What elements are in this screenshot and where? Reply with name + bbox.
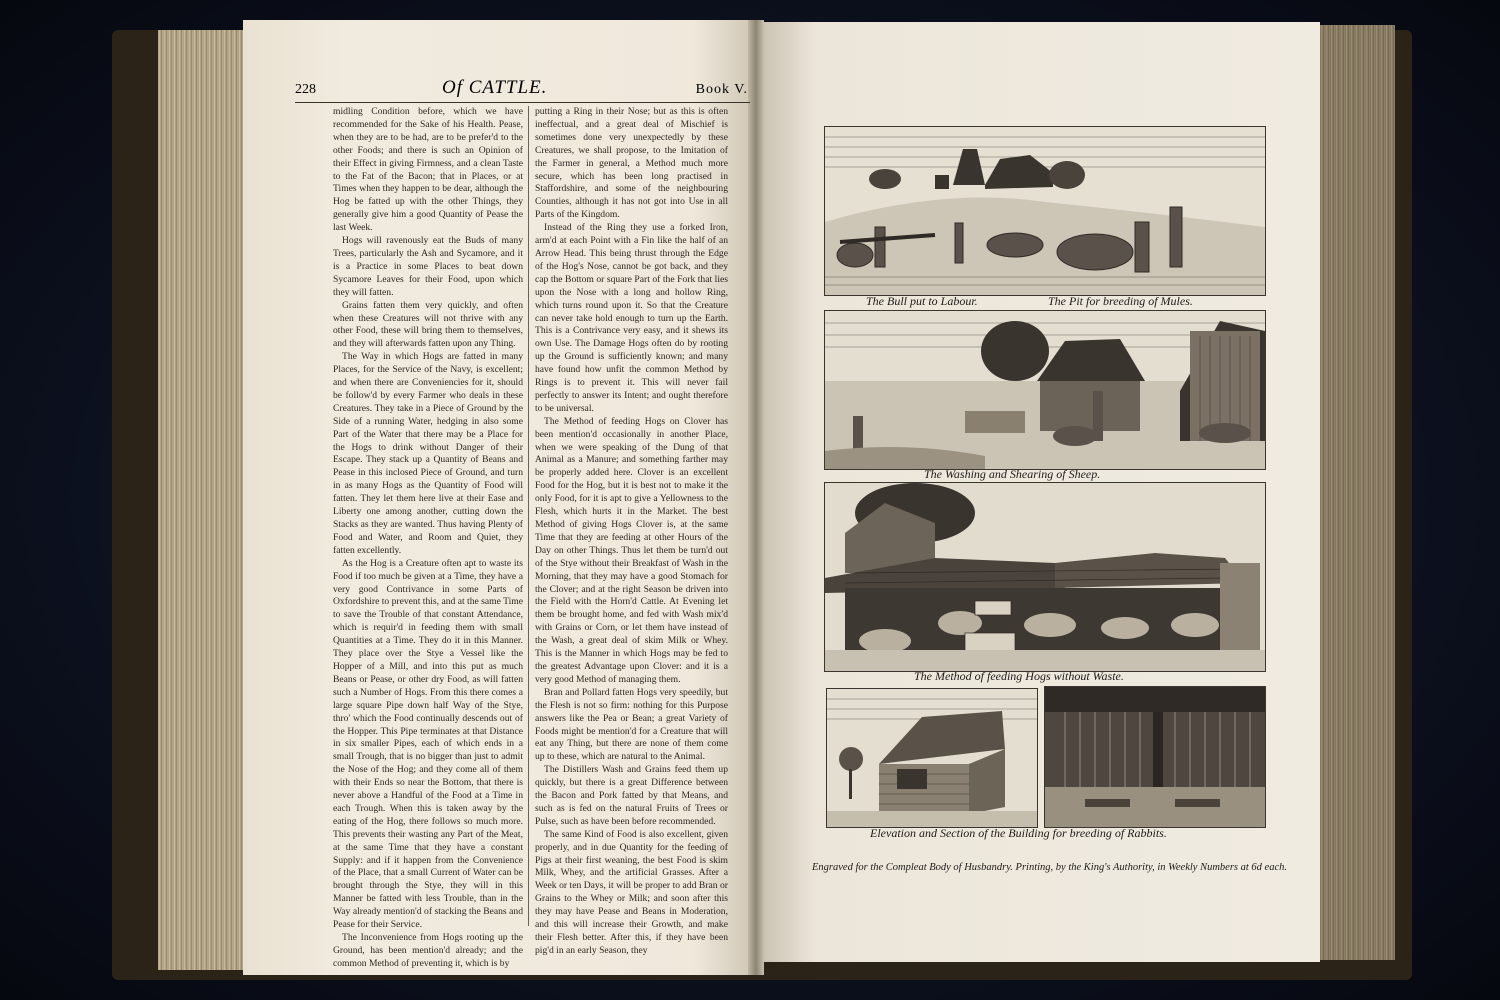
- page-header: [295, 77, 750, 103]
- engraving-credit: Engraved for the Compleat Body of Husbandry. Printing, by the King's Authority, in Weekly Numbers at 6d each.: [812, 862, 1287, 873]
- paragraph: The Way in which Hogs are fatted in many Places, for the Service of the Navy, is excellent; and when there are Conveniencies for it, should be follow'd by every Farmer who deals in these Creatures. They take in a Piece of Ground by the Side of a running Water, hedging in also some Part of the Water that there may be a Place for the Hogs to drink without Danger of their Escape. They stack up a Quantity of Beans and Pease in this inclosed Piece of Ground, and turn in as many Hogs as the Quantity of Food will fatten. They let them here live at their Ease and Liberty one among another, cutting down the Stacks as they are wanted. Thus having Plenty of Food and Water, and Room and Quiet, they fatten excellently.: [333, 351, 523, 556]
- page-number: 228: [295, 82, 316, 97]
- column-rule: [528, 106, 529, 926]
- caption-sheep: The Washing and Shearing of Sheep.: [924, 467, 1101, 481]
- paragraph: As the Hog is a Creature often apt to waste its Food if too much be given at a Time, they have a very good Contrivance in some Parts of Oxfordshire to prevent this, and at the same Time to save the Trouble of that constant Attendance, which is requir'd in feeding them with small Quantities at a Time. They do it in this Manner. They place over the Stye a Vessel like the Hopper of a Mill, and into this put as much Beans or Pease, or other dry Food, as will fatten such a Number of Hogs. From this there comes a large square Pipe down half Way of the Stye, thro' which the Food continually descends out of the Hopper. This Pipe terminates at that Distance in six smaller Pipes, each of which ends in a small Trough, that is no bigger than just to admit the Nose of the Hog; and they come all of them with their Ends so near the Bottom, that there is never above a Handful of the Food at a Time in each Trough. When this is taken away by the eating of the Hog, there follows so much more. This prevents their wasting any Part of the Meat, at the same Time that they have a constant Supply: and if it happen from the Convenience of the Place, that a small Current of Water can be brought through the Stye, they will in this Manner be fatted with less Trouble, than in the Way already mention'd of stacking the Beans and Pease for their Service.: [333, 557, 523, 931]
- engraving-rabbit-building-elevation: [826, 688, 1038, 828]
- paragraph: The Inconvenience from Hogs rooting up the Ground, has been mention'd already; and the common Method of preventing it, which is by: [333, 932, 523, 969]
- caption-mules: The Pit for breeding of Mules.: [1048, 294, 1193, 308]
- running-head: Of CATTLE.: [442, 77, 548, 98]
- text-column-right: [535, 106, 728, 958]
- paragraph: The Method of feeding Hogs on Clover has been mention'd occasionally in another Place, when we were speaking of the Dung of that Animal as a Manure; and something farther may be properly added here. Clover is an excellent Food for the Hog, but it is best not to make it the only Food, for it is apt to give a Yellowness to the Flesh, which hurts it in the Market. The best Method of giving Hogs Clover is, at the same Time that they are feeding at other Hours of the Day on other Things. Thus let them be turn'd out of the Stye without their Breakfast of Wash in the Morning, that they may have a good Stomach for the Clover; and at the right Season be driven into the Field with the Horn'd Cattle. At Evening let them be brought home, and fed with Wash mix'd with Grains or Corn, or let them have instead of the Wash, a great deal of skim Milk or Whey. This is the Manner in which Hogs may be fed to the greatest Advantage upon Clover: and it is a very good Method of managing them.: [535, 415, 728, 685]
- paragraph: Hogs will ravenously eat the Buds of many Trees, particularly the Ash and Sycamore, and it is a Practice in some Places to beat down Sycamore Leaves for their Food, upon which they will fatten.: [333, 235, 523, 298]
- paragraph: The Distillers Wash and Grains feed them up quickly, but there is a great Difference between the Bacon and Pork fatted by that Means, and such as is fed on the natural Fruits of Trees or Pulse, such as have been before recommended.: [535, 764, 728, 827]
- caption-hogs: The Method of feeding Hogs without Waste.: [914, 669, 1124, 683]
- paragraph: Bran and Pollard fatten Hogs very speedily, but the Flesh is not so firm: nothing for this Purpose answers like the Pea or Bean; a great Variety of Foods might be mention'd for a Creature that will eat any Thing, but there are none of them come up to these, which are natural to the Animal.: [535, 686, 728, 763]
- paragraph: Grains fatten them very quickly, and often when these Creatures will not thrive with any other Food, these will bring them to themselves, and they will afterwards fatten upon any Thing.: [333, 299, 523, 350]
- engraving-sheep-washing: [824, 310, 1266, 470]
- paragraph: Instead of the Ring they use a forked Iron, arm'd at each Point with a Fin like the half of an Arrow Head. This being thrust through the Edge of the Hog's Nose, cannot be got back, and they cap the Bottom or square Part of the Fork that lies upon the Nose with a long and hollow Ring, which turns round upon it. So that the Creature can never take hold enough to turn up the Earth. This is a Contrivance very easy, and it shews its own Use. The Damage Hogs often do by rooting up the Ground is sufficiently known; and many have found how unfit the common Method by Rings is to prevent it. This will never fail perfectly to answer its Intent; and ought therefore to be universal.: [535, 222, 728, 414]
- paragraph: midling Condition before, which we have recommended for the Sake of his Health. Pease, when they are to be had, are to be prefer'd to the other Foods; and there is such an Opinion of their Effect in giving Firmness, and a clean Taste to the Fat of the Bacon; that in Places, or at Times when they happen to be dear, although the Hog be fatted up with the other Things, they generally give him a good Quantity of Pease the last Week.: [333, 106, 523, 234]
- caption-bull: The Bull put to Labour.: [866, 294, 978, 308]
- paragraph: putting a Ring in their Nose; but as this is often ineffectual, and a great deal of Mischief is sometimes done very unexpectedly by these Creatures, we shall propose, to the Imitation of the Farmer in general, a Method much more secure, which has been long practised in Staffordshire, and some of the neighbouring Counties, although it has not got into Use in all Parts of the Kingdom.: [535, 106, 728, 221]
- paragraph: The same Kind of Food is also excellent, given properly, and in due Quantity for the feeding of Pigs at their first weaning, the best Food is skim Milk, Whey, and the artificial Grasses. After a Week or ten Days, it will be proper to add Bran or Grains to the Whey or Milk; and soon after this they may have Pease and Beans in Moderation, and this will increase their Growth, and make their Flesh better. After this, if they have been pig'd in an early Season, they: [535, 828, 728, 956]
- page-edges-left: [158, 30, 248, 970]
- engraving-bull-and-mules: [824, 126, 1266, 296]
- caption-rabbits: Elevation and Section of the Building for breeding of Rabbits.: [870, 826, 1167, 840]
- text-column-left: [333, 106, 523, 971]
- engraving-rabbit-building-section: [1044, 686, 1266, 828]
- book-label: Book V.: [695, 82, 748, 97]
- book-gutter: [748, 20, 764, 975]
- page-edges-right: [1315, 25, 1395, 960]
- engraving-hog-feeding: [824, 482, 1266, 672]
